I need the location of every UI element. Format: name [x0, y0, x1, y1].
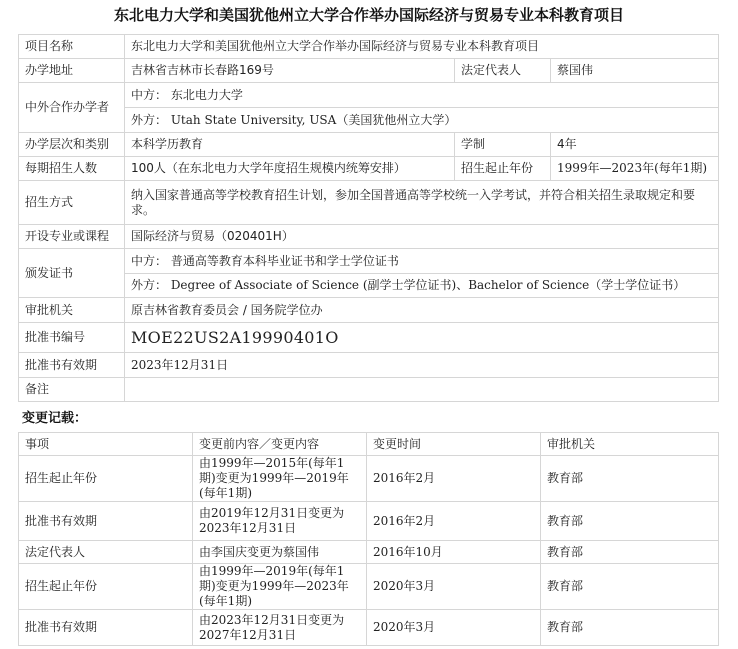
enroll-value: 100人（在东北电力大学年度招生规模内统筹安排）	[125, 157, 455, 181]
level-value: 本科学历教育	[125, 133, 455, 157]
change-time: 2020年3月	[367, 564, 541, 610]
change-approver: 教育部	[541, 564, 719, 610]
row-validity	[19, 353, 719, 378]
partner-cn-value: 中方： 东北电力大学	[125, 83, 719, 108]
table-row	[19, 541, 719, 564]
row-major	[19, 225, 719, 249]
row-address	[19, 59, 719, 83]
duration-value: 4年	[551, 133, 719, 157]
row-enroll	[19, 157, 719, 181]
remarks-label: 备注	[19, 378, 125, 402]
level-label: 办学层次和类别	[19, 133, 125, 157]
partners-label: 中外合作办学者	[19, 83, 125, 133]
change-item: 法定代表人	[19, 541, 193, 564]
table-row	[19, 564, 719, 610]
major-label: 开设专业或课程	[19, 225, 125, 249]
header-item: 事项	[19, 433, 193, 456]
method-value: 纳入国家普通高等学校教育招生计划，参加全国普通高等学校统一入学考试，并符合相关招生录取规定和要求。	[125, 181, 719, 225]
page-title: 东北电力大学和美国犹他州立大学合作举办国际经济与贸易专业本科教育项目	[113, 6, 624, 24]
change-time: 2016年2月	[367, 456, 541, 502]
address-value: 吉林省吉林市长春路169号	[125, 59, 455, 83]
table-row	[19, 456, 719, 502]
change-content: 由2019年12月31日变更为2023年12月31日	[193, 502, 367, 541]
address-label: 办学地址	[19, 59, 125, 83]
change-item: 招生起止年份	[19, 456, 193, 502]
major-value: 国际经济与贸易（020401H）	[125, 225, 719, 249]
header-approver: 审批机关	[541, 433, 719, 456]
method-label: 招生方式	[19, 181, 125, 225]
changes-table	[18, 432, 719, 646]
change-time: 2016年10月	[367, 541, 541, 564]
enroll-years-value: 1999年—2023年(每年1期)	[551, 157, 719, 181]
validity-label: 批准书有效期	[19, 353, 125, 378]
change-time: 2016年2月	[367, 502, 541, 541]
table-row	[19, 502, 719, 541]
legal-rep-label: 法定代表人	[455, 59, 551, 83]
change-time: 2020年3月	[367, 610, 541, 646]
cert-foreign-value: 外方： Degree of Associate of Science (副学士学位证书)、Bachelor of Science（学士学位证书）	[125, 274, 719, 298]
project-name-value: 东北电力大学和美国犹他州立大学合作举办国际经济与贸易专业本科教育项目	[125, 35, 719, 59]
row-method	[19, 181, 719, 225]
change-item: 批准书有效期	[19, 502, 193, 541]
legal-rep-value: 蔡国伟	[551, 59, 719, 83]
row-cert-cn	[19, 249, 719, 274]
change-content: 由1999年—2015年(每年1期)变更为1999年—2019年(每年1期)	[193, 456, 367, 502]
change-content: 由2023年12月31日变更为2027年12月31日	[193, 610, 367, 646]
cert-label: 颁发证书	[19, 249, 125, 298]
change-content: 由1999年—2019年(每年1期)变更为1999年—2023年(每年1期)	[193, 564, 367, 610]
change-item: 批准书有效期	[19, 610, 193, 646]
project-name-label: 项目名称	[19, 35, 125, 59]
changes-heading: 变更记载：	[22, 411, 88, 426]
approver-label: 审批机关	[19, 298, 125, 323]
cert-cn-value: 中方： 普通高等教育本科毕业证书和学士学位证书	[125, 249, 719, 274]
row-level	[19, 133, 719, 157]
header-time: 变更时间	[367, 433, 541, 456]
change-item: 招生起止年份	[19, 564, 193, 610]
change-approver: 教育部	[541, 502, 719, 541]
partner-foreign-value: 外方： Utah State University, USA（美国犹他州立大学）	[125, 108, 719, 133]
change-content: 由李国庆变更为蔡国伟	[193, 541, 367, 564]
row-remarks	[19, 378, 719, 402]
project-info-table	[18, 34, 719, 402]
approval-no-value: MOE22US2A19990401O	[125, 323, 719, 353]
duration-label: 学制	[455, 133, 551, 157]
remarks-value	[125, 378, 719, 402]
changes-header-row	[19, 433, 719, 456]
enroll-years-label: 招生起止年份	[455, 157, 551, 181]
row-approval-no	[19, 323, 719, 353]
change-approver: 教育部	[541, 610, 719, 646]
header-content: 变更前内容／变更内容	[193, 433, 367, 456]
enroll-label: 每期招生人数	[19, 157, 125, 181]
approval-no-label: 批准书编号	[19, 323, 125, 353]
approver-value: 原吉林省教育委员会 / 国务院学位办	[125, 298, 719, 323]
change-approver: 教育部	[541, 456, 719, 502]
table-row	[19, 610, 719, 646]
row-project-name	[19, 35, 719, 59]
row-approver	[19, 298, 719, 323]
change-approver: 教育部	[541, 541, 719, 564]
row-partner-cn	[19, 83, 719, 108]
validity-value: 2023年12月31日	[125, 353, 719, 378]
